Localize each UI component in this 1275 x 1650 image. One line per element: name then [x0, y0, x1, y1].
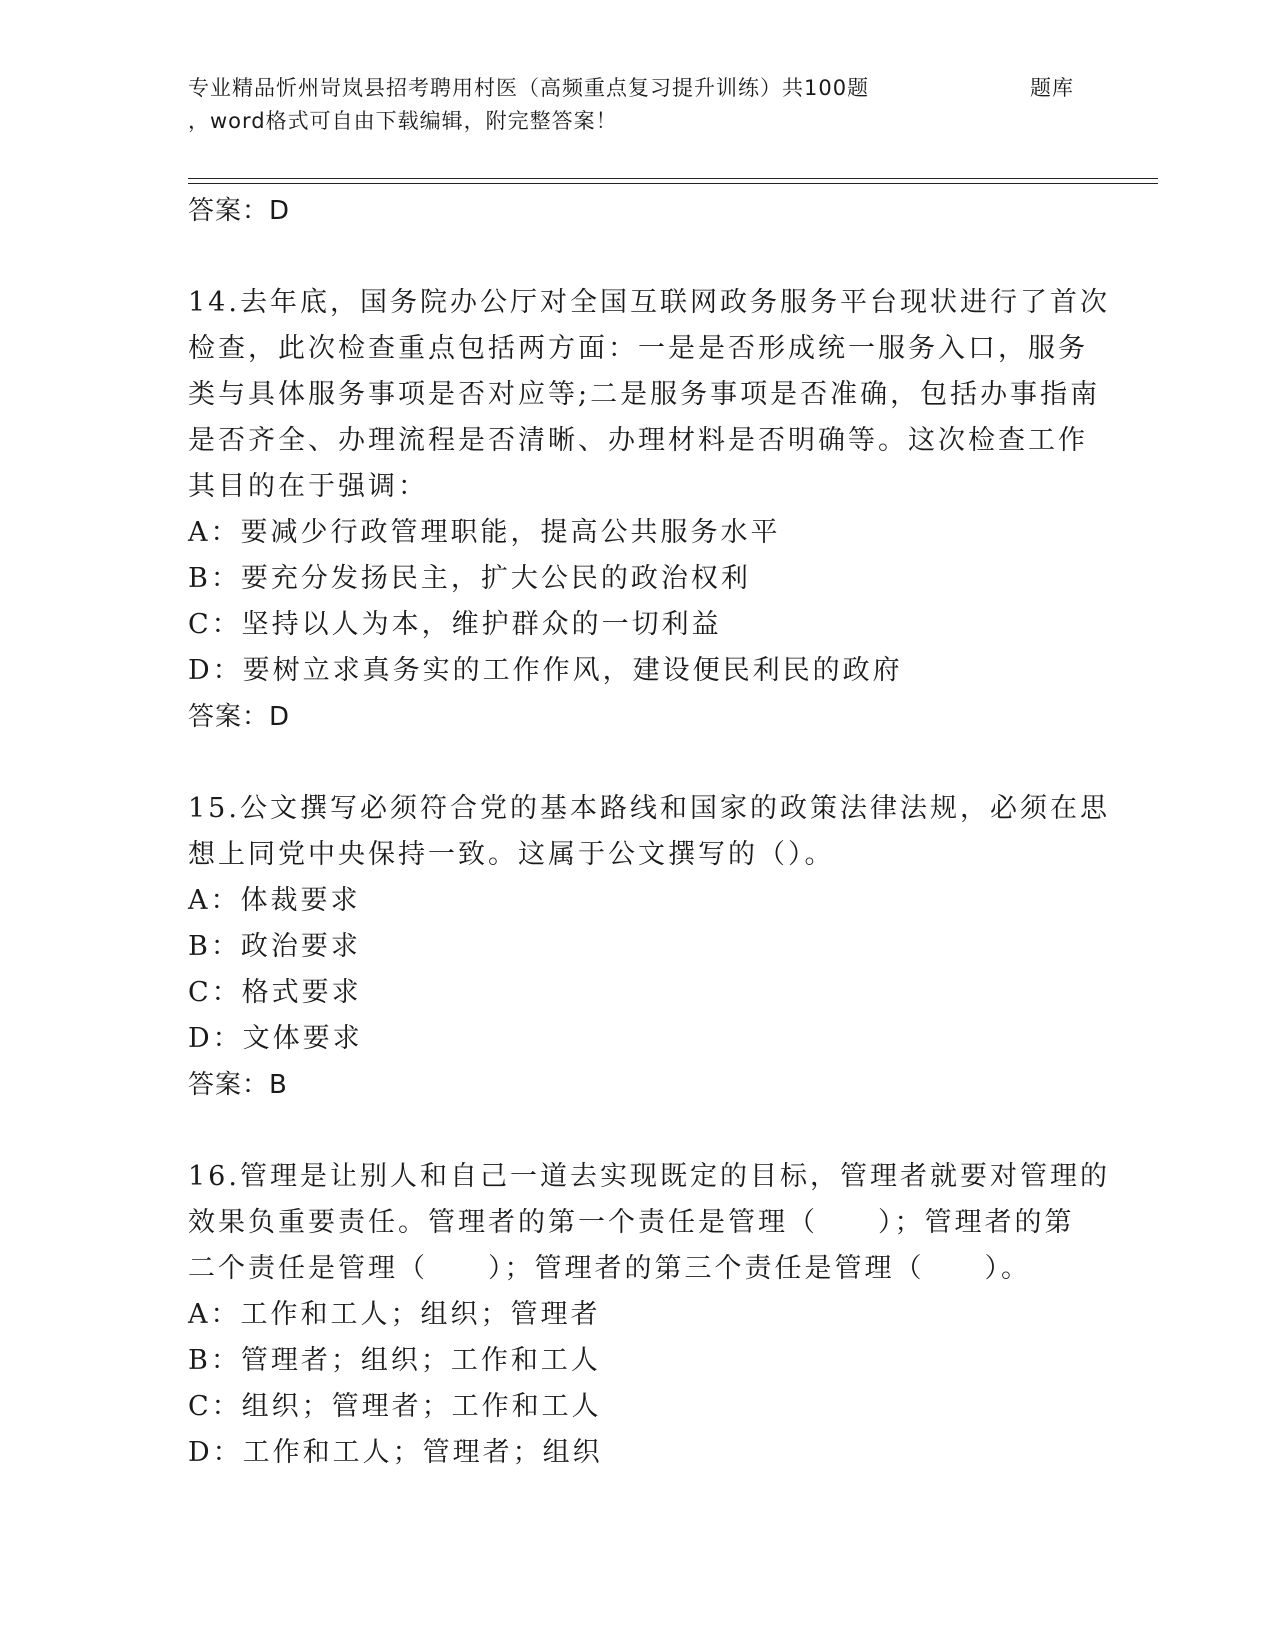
question-line: 效果负重要责任。管理者的第一个责任是管理（ ）；管理者的第	[188, 1207, 1075, 1238]
question-line: 其目的在于强调：	[188, 471, 428, 502]
question-line: 是否齐全、办理流程是否清晰、办理材料是否明确等。这次检查工作	[188, 425, 1088, 456]
option-c: C：格式要求	[188, 977, 362, 1008]
question-line: 想上同党中央保持一致。这属于公文撰写的（）。	[188, 839, 835, 870]
option-a: A：要减少行政管理职能，提高公共服务水平	[188, 517, 781, 548]
header-title-line2: ，word格式可自由下载编辑，附完整答案！	[188, 109, 618, 133]
spacer	[188, 234, 1088, 280]
option-b: B：要充分发扬民主，扩大公民的政治权利	[188, 563, 751, 594]
spacer	[188, 1108, 1088, 1154]
header-divider-top	[188, 178, 1158, 179]
question-line: 检查，此次检查重点包括两方面：一是是否形成统一服务入口，服务	[188, 333, 1088, 364]
question-line: 14.去年底，国务院办公厅对全国互联网政务服务平台现状进行了首次	[188, 287, 1110, 318]
option-c: C：坚持以人为本，维护群众的一切利益	[188, 609, 722, 640]
question-14	[188, 280, 1110, 510]
option-d: D：工作和工人；管理者；组织	[188, 1437, 603, 1468]
document-body	[188, 188, 1110, 1476]
spacer	[188, 740, 1088, 786]
question-line: 16.管理是让别人和自己一道去实现既定的目标，管理者就要对管理的	[188, 1161, 1110, 1192]
question-15	[188, 786, 1110, 878]
answer-prev: 答案：D	[188, 196, 291, 226]
option-a: A：体裁要求	[188, 885, 361, 916]
option-d: D：文体要求	[188, 1023, 363, 1054]
option-b: B：政治要求	[188, 931, 361, 962]
option-d: D：要树立求真务实的工作作风，建设便民利民的政府	[188, 655, 903, 686]
page-header	[188, 72, 1088, 138]
question-16	[188, 1154, 1110, 1292]
header-tag: 题库	[1030, 76, 1074, 100]
question-line: 二个责任是管理（ ）；管理者的第三个责任是管理（ ）。	[188, 1253, 1031, 1284]
question-line: 15.公文撰写必须符合党的基本路线和国家的政策法律法规，必须在思	[188, 793, 1110, 824]
answer-15: 答案：B	[188, 1070, 288, 1100]
option-a: A：工作和工人；组织；管理者	[188, 1299, 601, 1330]
answer-14: 答案：D	[188, 702, 291, 732]
option-b: B：管理者；组织；工作和工人	[188, 1345, 601, 1376]
question-line: 类与具体服务事项是否对应等;二是服务事项是否准确，包括办事指南	[188, 379, 1101, 410]
header-title-line1: 专业精品忻州岢岚县招考聘用村医（高频重点复习提升训练）共100题	[188, 76, 870, 100]
header-divider-bottom	[188, 183, 1158, 184]
option-c: C：组织；管理者；工作和工人	[188, 1391, 602, 1422]
